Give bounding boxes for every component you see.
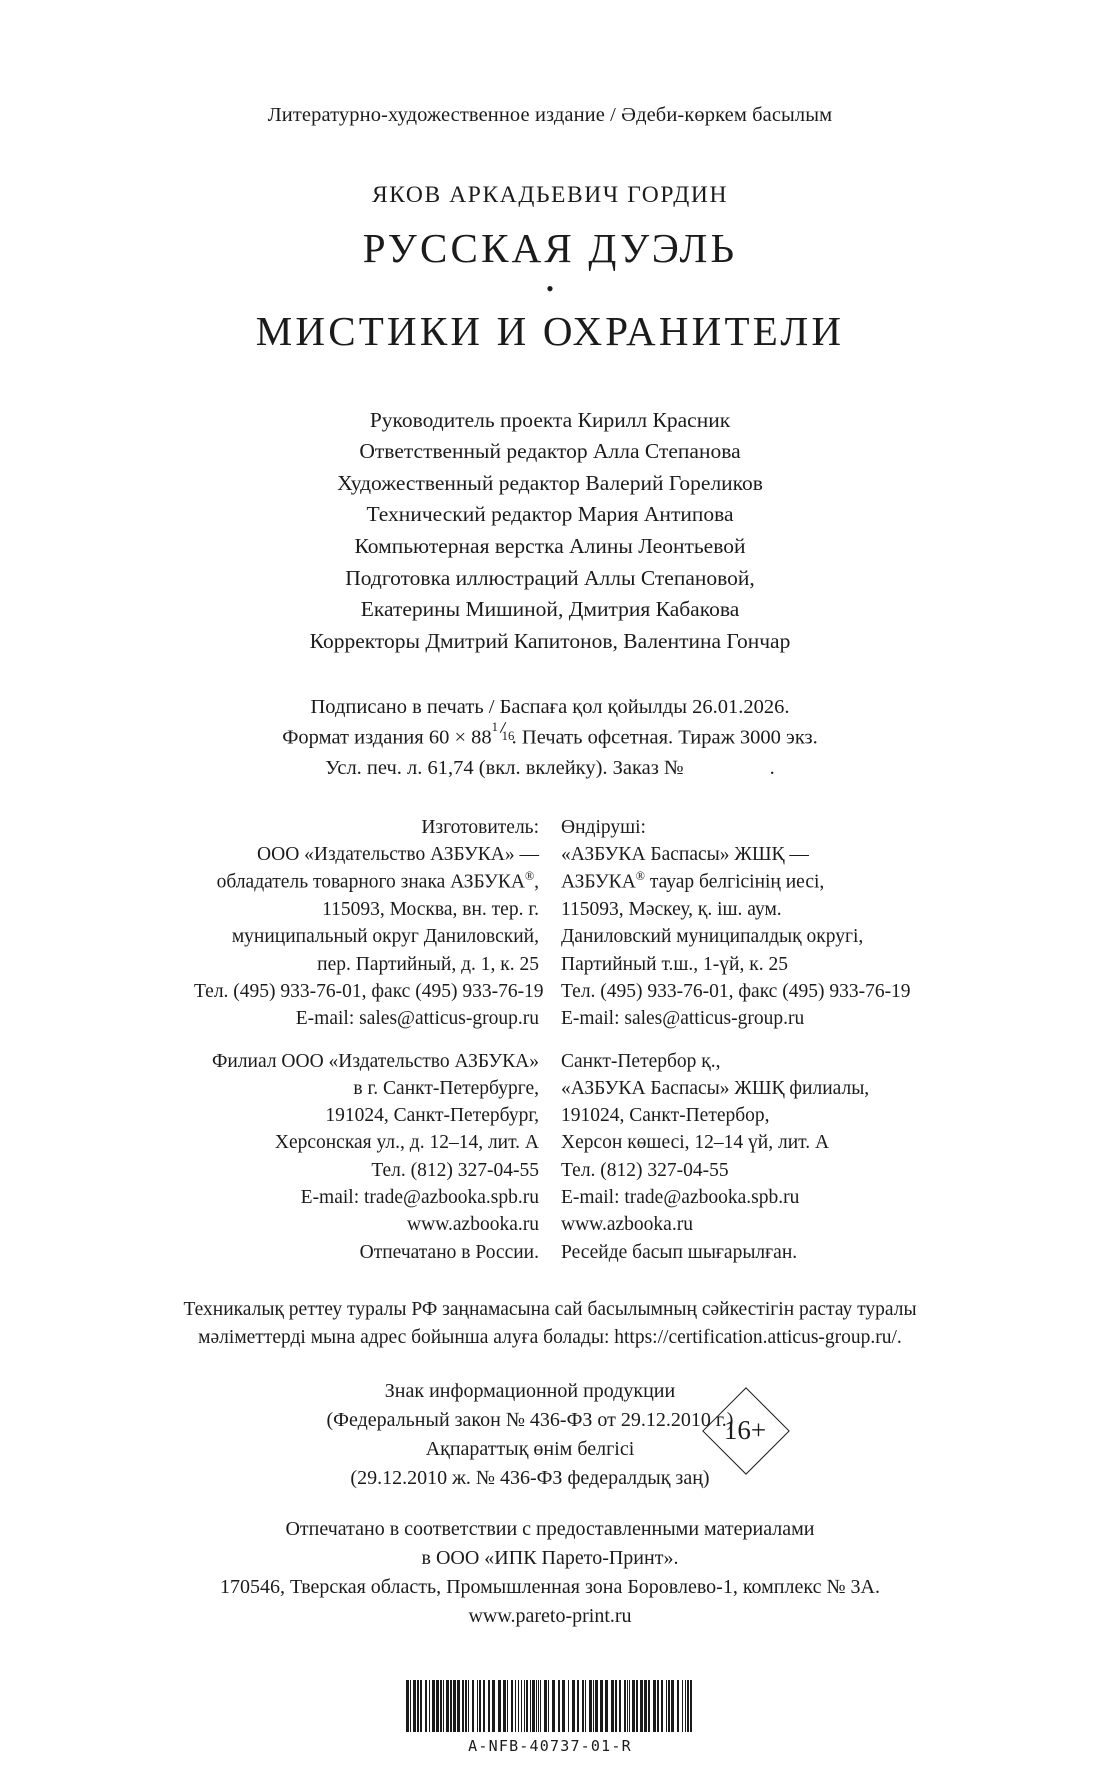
print-specs-block (0, 693, 1100, 783)
publisher-address-ru: муниципальный округ Даниловский, (231, 926, 539, 948)
branch-website-kz: www.azbooka.ru (561, 1214, 693, 1236)
publisher-address-kz: Партийный т.ш., 1-үй, к. 25 (561, 953, 788, 975)
imprint-page (0, 104, 1100, 1773)
certification-line: Техникалық реттеу туралы РФ заңнамасына сай басылымның сәйкестігін растау туралы (183, 1298, 917, 1320)
printer-line: в ООО «ИПК Парето-Принт». (421, 1547, 679, 1570)
sheets-text: Усл. печ. л. 61,74 (вкл. вклейку). Заказ № (325, 756, 684, 779)
publisher-label-ru: Изготовитель: (421, 816, 539, 838)
book-title-main: РУССКАЯ ДУЭЛЬ (362, 225, 738, 271)
fraction-denominator: 16 (501, 729, 515, 744)
publisher-column-ru (194, 814, 550, 1266)
credit-line: Подготовка иллюстраций Аллы Степановой, (345, 565, 755, 590)
publisher-name-ru: ООО «Издательство АЗБУКА» — (257, 844, 539, 865)
credit-line: Компьютерная верстка Алины Леонтьевой (354, 534, 746, 559)
spacer (194, 1033, 539, 1048)
branch-line-ru: 191024, Санкт-Петербург, (325, 1105, 539, 1127)
branch-line-kz: Санкт-Петербор қ., (561, 1050, 721, 1072)
credits-block (0, 405, 1100, 658)
title-separator-dot: • (546, 276, 554, 302)
branch-email-ru: E-mail: trade@azbooka.spb.ru (300, 1187, 539, 1209)
branch-line-kz: «АЗБУКА Баспасы» ЖШҚ филиалы, (561, 1077, 870, 1099)
fraction-numerator: 1 (491, 720, 498, 735)
info-sign-line: Знак информационной продукции (384, 1380, 676, 1403)
registered-icon: ® (524, 869, 535, 884)
branch-email-kz: E-mail: trade@azbooka.spb.ru (561, 1187, 800, 1209)
certification-line: мәліметтерді мына адрес бойынша алуға болады: https://certification.atticus-group.ru/. (198, 1326, 902, 1348)
printer-website: www.pareto-print.ru (468, 1605, 632, 1628)
age-rating-badge (702, 1387, 788, 1473)
signed-to-press-line: Подписано в печать / Баспаға қол қойылды 26.01.2026. (310, 696, 790, 719)
age-rating-label: 16+ (723, 1414, 767, 1445)
barcode-image (406, 1680, 695, 1732)
publisher-block (0, 814, 1100, 1266)
publisher-email-ru: E-mail: sales@atticus-group.ru (295, 1008, 539, 1030)
branch-line-kz: Херсон көшесі, 12–14 үй, лит. А (561, 1132, 830, 1154)
credit-line: Ответственный редактор Алла Степанова (359, 439, 741, 464)
info-sign-line: (Федеральный закон № 436-ФЗ от 29.12.2010 г.) (326, 1409, 734, 1432)
branch-phone-ru: Тел. (812) 327-04-55 (371, 1159, 539, 1181)
publisher-email-kz: E-mail: sales@atticus-group.ru (561, 1008, 805, 1030)
branch-line-ru: Филиал ООО «Издательство АЗБУКА» (211, 1050, 539, 1072)
info-sign-line: (29.12.2010 ж. № 436-ФЗ федералдық заң) (350, 1466, 710, 1489)
branch-line-ru: в г. Санкт-Петербурге, (353, 1077, 539, 1099)
printed-in-kz: Ресейде басып шығарылған. (561, 1241, 798, 1263)
order-trailing-dot: . (769, 756, 775, 779)
publisher-phone-ru: Тел. (495) 933-76-01, факс (495) 933-76-19 (194, 980, 544, 1002)
publisher-phone-kz: Тел. (495) 933-76-01, факс (495) 933-76-19 (561, 980, 911, 1002)
printer-line: Отпечатано в соответствии с предоставленными материалами (285, 1518, 815, 1541)
format-line (0, 720, 1100, 753)
branch-phone-kz: Тел. (812) 327-04-55 (561, 1159, 729, 1181)
publisher-address-ru: пер. Партийный, д. 1, к. 25 (317, 953, 539, 975)
book-title-sub: МИСТИКИ И ОХРАНИТЕЛИ (255, 307, 845, 354)
printer-line: 170546, Тверская область, Промышленная зона Боровлево-1, комплекс № 3А. (220, 1576, 880, 1599)
publisher-column-kz (550, 814, 911, 1266)
sheets-line (0, 754, 1100, 784)
credit-line: Руководитель проекта Кирилл Красник (369, 407, 731, 432)
certification-block (0, 1296, 1100, 1351)
printed-in-ru: Отпечатано в России. (359, 1241, 539, 1263)
publisher-trademark-ru: обладатель товарного знака АЗБУКА®, (216, 869, 539, 893)
info-sign-block (0, 1377, 1100, 1509)
branch-line-kz: 191024, Санкт-Петербор, (561, 1105, 770, 1127)
format-prefix: Формат издания 60 × 88 (282, 726, 492, 749)
edition-kicker: Литературно-художественное издание / Әдеби-көркем басылым (267, 104, 833, 126)
publisher-label-kz: Өндіруші: (561, 816, 646, 838)
branch-website-ru: www.azbooka.ru (407, 1214, 539, 1236)
spacer (561, 1033, 906, 1048)
info-sign-text (0, 1377, 1100, 1492)
printer-block (0, 1515, 1100, 1631)
publisher-name-kz: «АЗБУКА Баспасы» ЖШҚ — (561, 844, 809, 865)
publisher-address-kz: Даниловский муниципалдық округі, (561, 926, 864, 948)
format-suffix: . Печать офсетная. Тираж 3000 экз. (511, 726, 818, 749)
publisher-address-kz: 115093, Мәскеу, қ. іш. аум. (561, 899, 782, 921)
barcode-label: A-NFB-40737-01-R (468, 1737, 632, 1756)
credit-line: Художественный редактор Валерий Гореликов (337, 470, 763, 495)
publisher-address-ru: 115093, Москва, вн. тер. г. (322, 899, 539, 921)
credit-line: Технический редактор Мария Антипова (366, 502, 734, 527)
registered-icon: ® (635, 869, 645, 884)
credit-line: Екатерины Мишиной, Дмитрия Кабакова (360, 597, 740, 622)
author-name: ЯКОВ АРКАДЬЕВИЧ ГОРДИН (371, 182, 729, 208)
barcode-block (0, 1667, 1100, 1755)
info-sign-line: Ақпараттық өнім белгісі (425, 1437, 635, 1460)
publisher-trademark-kz: АЗБУКА® тауар белгісінің иесі, (561, 869, 825, 893)
branch-line-ru: Херсонская ул., д. 12–14, лит. А (274, 1132, 539, 1154)
format-fraction (491, 720, 515, 744)
credit-line: Корректоры Дмитрий Капитонов, Валентина Гончар (309, 628, 791, 653)
